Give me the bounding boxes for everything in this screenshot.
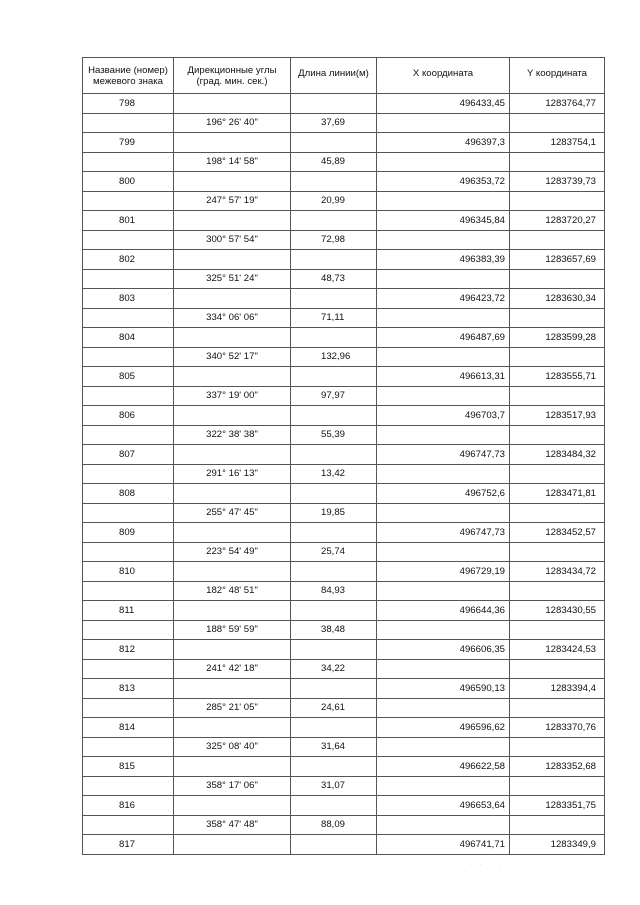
empty-cell bbox=[291, 718, 377, 738]
direction-angle: 255° 47' 45" bbox=[174, 503, 291, 523]
direction-angle: 340° 52' 17" bbox=[174, 347, 291, 367]
empty-cell bbox=[174, 718, 291, 738]
empty-cell bbox=[83, 620, 174, 640]
line-length: 34,22 bbox=[291, 659, 377, 679]
empty-cell bbox=[510, 113, 605, 133]
point-name: 801 bbox=[83, 211, 174, 231]
empty-cell bbox=[510, 659, 605, 679]
y-coordinate: 1283720,27 bbox=[510, 211, 605, 231]
segment-row bbox=[83, 113, 605, 133]
empty-cell bbox=[83, 425, 174, 445]
empty-cell bbox=[377, 503, 510, 523]
segment-row bbox=[83, 386, 605, 406]
empty-cell bbox=[291, 796, 377, 816]
empty-cell bbox=[174, 367, 291, 387]
x-coordinate: 496590,13 bbox=[377, 679, 510, 699]
empty-cell bbox=[377, 659, 510, 679]
empty-cell bbox=[291, 367, 377, 387]
empty-cell bbox=[174, 757, 291, 777]
line-length: 71,11 bbox=[291, 308, 377, 328]
empty-cell bbox=[174, 211, 291, 231]
segment-row bbox=[83, 737, 605, 757]
point-name: 808 bbox=[83, 484, 174, 504]
empty-cell bbox=[83, 113, 174, 133]
empty-cell bbox=[377, 698, 510, 718]
point-row bbox=[83, 172, 605, 192]
empty-cell bbox=[174, 406, 291, 426]
empty-cell bbox=[291, 211, 377, 231]
x-coordinate: 496653,64 bbox=[377, 796, 510, 816]
empty-cell bbox=[377, 308, 510, 328]
point-name: 814 bbox=[83, 718, 174, 738]
empty-cell bbox=[291, 562, 377, 582]
empty-cell bbox=[510, 503, 605, 523]
empty-cell bbox=[377, 269, 510, 289]
empty-cell bbox=[83, 464, 174, 484]
point-row bbox=[83, 94, 605, 114]
x-coordinate: 496596,62 bbox=[377, 718, 510, 738]
line-length: 97,97 bbox=[291, 386, 377, 406]
empty-cell bbox=[174, 523, 291, 543]
empty-cell bbox=[174, 94, 291, 114]
empty-cell bbox=[291, 601, 377, 621]
direction-angle: 337° 19' 00" bbox=[174, 386, 291, 406]
y-coordinate: 1283351,75 bbox=[510, 796, 605, 816]
point-name: 799 bbox=[83, 133, 174, 153]
direction-angle: 325° 51' 24" bbox=[174, 269, 291, 289]
point-name: 802 bbox=[83, 250, 174, 270]
empty-cell bbox=[377, 815, 510, 835]
point-row bbox=[83, 250, 605, 270]
direction-angle: 334° 06' 06" bbox=[174, 308, 291, 328]
direction-angle: 182° 48' 51" bbox=[174, 581, 291, 601]
line-length: 31,64 bbox=[291, 737, 377, 757]
x-coordinate: 496747,73 bbox=[377, 445, 510, 465]
empty-cell bbox=[174, 133, 291, 153]
empty-cell bbox=[510, 776, 605, 796]
empty-cell bbox=[377, 113, 510, 133]
empty-cell bbox=[510, 815, 605, 835]
empty-cell bbox=[83, 659, 174, 679]
point-row bbox=[83, 445, 605, 465]
y-coordinate: 1283471,81 bbox=[510, 484, 605, 504]
empty-cell bbox=[291, 94, 377, 114]
point-name: 811 bbox=[83, 601, 174, 621]
point-row bbox=[83, 679, 605, 699]
point-row bbox=[83, 757, 605, 777]
y-coordinate: 1283424,53 bbox=[510, 640, 605, 660]
point-name: 812 bbox=[83, 640, 174, 660]
empty-cell bbox=[291, 640, 377, 660]
point-name: 805 bbox=[83, 367, 174, 387]
empty-cell bbox=[377, 191, 510, 211]
y-coordinate: 1283739,73 bbox=[510, 172, 605, 192]
segment-row bbox=[83, 308, 605, 328]
segment-row bbox=[83, 698, 605, 718]
empty-cell bbox=[510, 698, 605, 718]
empty-cell bbox=[510, 542, 605, 562]
line-length: 38,48 bbox=[291, 620, 377, 640]
segment-row bbox=[83, 191, 605, 211]
line-length: 20,99 bbox=[291, 191, 377, 211]
empty-cell bbox=[174, 250, 291, 270]
empty-cell bbox=[174, 289, 291, 309]
line-length: 84,93 bbox=[291, 581, 377, 601]
direction-angle: 188° 59' 59" bbox=[174, 620, 291, 640]
line-length: 37,69 bbox=[291, 113, 377, 133]
direction-angle: 358° 47' 48" bbox=[174, 815, 291, 835]
line-length: 25,74 bbox=[291, 542, 377, 562]
x-coordinate: 496397,3 bbox=[377, 133, 510, 153]
point-row bbox=[83, 562, 605, 582]
x-coordinate: 496703,7 bbox=[377, 406, 510, 426]
line-length: 132,96 bbox=[291, 347, 377, 367]
y-coordinate: 1283754,1 bbox=[510, 133, 605, 153]
empty-cell bbox=[291, 523, 377, 543]
empty-cell bbox=[174, 835, 291, 855]
segment-row bbox=[83, 581, 605, 601]
empty-cell bbox=[83, 191, 174, 211]
x-coordinate: 496353,72 bbox=[377, 172, 510, 192]
y-coordinate: 1283434,72 bbox=[510, 562, 605, 582]
empty-cell bbox=[291, 757, 377, 777]
empty-cell bbox=[174, 172, 291, 192]
header-row bbox=[83, 58, 605, 94]
segment-row bbox=[83, 542, 605, 562]
segment-row bbox=[83, 464, 605, 484]
point-name: 810 bbox=[83, 562, 174, 582]
empty-cell bbox=[510, 425, 605, 445]
direction-angle: 196° 26' 40" bbox=[174, 113, 291, 133]
empty-cell bbox=[377, 620, 510, 640]
empty-cell bbox=[510, 581, 605, 601]
direction-angle: 325° 08' 40" bbox=[174, 737, 291, 757]
x-coordinate: 496752,6 bbox=[377, 484, 510, 504]
empty-cell bbox=[291, 406, 377, 426]
empty-cell bbox=[291, 445, 377, 465]
empty-cell bbox=[510, 464, 605, 484]
empty-cell bbox=[291, 328, 377, 348]
empty-cell bbox=[83, 386, 174, 406]
y-coordinate: 1283555,71 bbox=[510, 367, 605, 387]
point-row bbox=[83, 367, 605, 387]
y-coordinate: 1283349,9 bbox=[510, 835, 605, 855]
point-name: 800 bbox=[83, 172, 174, 192]
direction-angle: 358° 17' 06" bbox=[174, 776, 291, 796]
point-name: 815 bbox=[83, 757, 174, 777]
line-length: 24,61 bbox=[291, 698, 377, 718]
empty-cell bbox=[83, 308, 174, 328]
empty-cell bbox=[83, 542, 174, 562]
y-coordinate: 1283352,68 bbox=[510, 757, 605, 777]
point-name: 816 bbox=[83, 796, 174, 816]
empty-cell bbox=[174, 484, 291, 504]
x-coordinate: 496606,35 bbox=[377, 640, 510, 660]
x-coordinate: 496423,72 bbox=[377, 289, 510, 309]
point-name: 804 bbox=[83, 328, 174, 348]
line-length: 19,85 bbox=[291, 503, 377, 523]
empty-cell bbox=[377, 425, 510, 445]
empty-cell bbox=[83, 698, 174, 718]
point-name: 809 bbox=[83, 523, 174, 543]
y-coordinate: 1283430,55 bbox=[510, 601, 605, 621]
x-coordinate: 496741,71 bbox=[377, 835, 510, 855]
x-coordinate: 496729,19 bbox=[377, 562, 510, 582]
empty-cell bbox=[83, 776, 174, 796]
y-coordinate: 1283657,69 bbox=[510, 250, 605, 270]
point-name: 798 bbox=[83, 94, 174, 114]
point-row bbox=[83, 601, 605, 621]
empty-cell bbox=[510, 620, 605, 640]
segment-row bbox=[83, 776, 605, 796]
point-row bbox=[83, 484, 605, 504]
point-name: 813 bbox=[83, 679, 174, 699]
y-coordinate: 1283630,34 bbox=[510, 289, 605, 309]
empty-cell bbox=[510, 230, 605, 250]
empty-cell bbox=[174, 445, 291, 465]
x-coordinate: 496487,69 bbox=[377, 328, 510, 348]
segment-row bbox=[83, 620, 605, 640]
empty-cell bbox=[377, 581, 510, 601]
empty-cell bbox=[377, 737, 510, 757]
point-row bbox=[83, 640, 605, 660]
segment-row bbox=[83, 269, 605, 289]
empty-cell bbox=[377, 386, 510, 406]
empty-cell bbox=[291, 289, 377, 309]
point-row bbox=[83, 289, 605, 309]
point-name: 806 bbox=[83, 406, 174, 426]
empty-cell bbox=[83, 503, 174, 523]
header-y: Y координата bbox=[510, 58, 605, 94]
direction-angle: 241° 42' 18" bbox=[174, 659, 291, 679]
empty-cell bbox=[377, 464, 510, 484]
header-length: Длина линии(м) bbox=[291, 58, 377, 94]
empty-cell bbox=[83, 815, 174, 835]
empty-cell bbox=[174, 562, 291, 582]
empty-cell bbox=[174, 640, 291, 660]
empty-cell bbox=[510, 308, 605, 328]
direction-angle: 198° 14' 58" bbox=[174, 152, 291, 172]
y-coordinate: 1283370,76 bbox=[510, 718, 605, 738]
x-coordinate: 496613,31 bbox=[377, 367, 510, 387]
x-coordinate: 496644,36 bbox=[377, 601, 510, 621]
empty-cell bbox=[83, 737, 174, 757]
line-length: 48,73 bbox=[291, 269, 377, 289]
y-coordinate: 1283599,28 bbox=[510, 328, 605, 348]
point-row bbox=[83, 406, 605, 426]
empty-cell bbox=[83, 347, 174, 367]
point-row bbox=[83, 211, 605, 231]
empty-cell bbox=[83, 152, 174, 172]
header-angles: Дирекционные углы (град. мин. сек.) bbox=[174, 58, 291, 94]
direction-angle: 247° 57' 19" bbox=[174, 191, 291, 211]
scan-artifact: · · · · · bbox=[470, 862, 514, 868]
empty-cell bbox=[291, 679, 377, 699]
empty-cell bbox=[510, 152, 605, 172]
x-coordinate: 496383,39 bbox=[377, 250, 510, 270]
empty-cell bbox=[510, 386, 605, 406]
empty-cell bbox=[377, 542, 510, 562]
empty-cell bbox=[174, 328, 291, 348]
segment-row bbox=[83, 425, 605, 445]
empty-cell bbox=[291, 172, 377, 192]
x-coordinate: 496622,58 bbox=[377, 757, 510, 777]
empty-cell bbox=[174, 679, 291, 699]
empty-cell bbox=[291, 133, 377, 153]
empty-cell bbox=[83, 269, 174, 289]
segment-row bbox=[83, 815, 605, 835]
x-coordinate: 496747,73 bbox=[377, 523, 510, 543]
direction-angle: 300° 57' 54" bbox=[174, 230, 291, 250]
point-row bbox=[83, 328, 605, 348]
empty-cell bbox=[510, 347, 605, 367]
line-length: 31,07 bbox=[291, 776, 377, 796]
y-coordinate: 1283764,77 bbox=[510, 94, 605, 114]
point-row bbox=[83, 718, 605, 738]
coordinates-table bbox=[82, 57, 605, 855]
y-coordinate: 1283394,4 bbox=[510, 679, 605, 699]
direction-angle: 322° 38' 38" bbox=[174, 425, 291, 445]
line-length: 45,89 bbox=[291, 152, 377, 172]
empty-cell bbox=[291, 835, 377, 855]
point-row bbox=[83, 523, 605, 543]
point-row bbox=[83, 796, 605, 816]
point-name: 817 bbox=[83, 835, 174, 855]
x-coordinate: 496345,84 bbox=[377, 211, 510, 231]
empty-cell bbox=[510, 191, 605, 211]
empty-cell bbox=[377, 347, 510, 367]
y-coordinate: 1283484,32 bbox=[510, 445, 605, 465]
empty-cell bbox=[377, 152, 510, 172]
direction-angle: 285° 21' 05" bbox=[174, 698, 291, 718]
line-length: 55,39 bbox=[291, 425, 377, 445]
header-x: X координата bbox=[377, 58, 510, 94]
point-row bbox=[83, 835, 605, 855]
header-name: Название (номер) межевого знака bbox=[83, 58, 174, 94]
empty-cell bbox=[291, 250, 377, 270]
y-coordinate: 1283517,93 bbox=[510, 406, 605, 426]
segment-row bbox=[83, 230, 605, 250]
direction-angle: 223° 54' 49" bbox=[174, 542, 291, 562]
x-coordinate: 496433,45 bbox=[377, 94, 510, 114]
segment-row bbox=[83, 347, 605, 367]
direction-angle: 291° 16' 13" bbox=[174, 464, 291, 484]
empty-cell bbox=[83, 230, 174, 250]
line-length: 72,98 bbox=[291, 230, 377, 250]
empty-cell bbox=[377, 230, 510, 250]
line-length: 88,09 bbox=[291, 815, 377, 835]
empty-cell bbox=[510, 269, 605, 289]
empty-cell bbox=[377, 776, 510, 796]
empty-cell bbox=[174, 796, 291, 816]
point-row bbox=[83, 133, 605, 153]
segment-row bbox=[83, 503, 605, 523]
segment-row bbox=[83, 152, 605, 172]
point-name: 807 bbox=[83, 445, 174, 465]
segment-row bbox=[83, 659, 605, 679]
line-length: 13,42 bbox=[291, 464, 377, 484]
empty-cell bbox=[174, 601, 291, 621]
empty-cell bbox=[510, 737, 605, 757]
empty-cell bbox=[83, 581, 174, 601]
point-name: 803 bbox=[83, 289, 174, 309]
y-coordinate: 1283452,57 bbox=[510, 523, 605, 543]
empty-cell bbox=[291, 484, 377, 504]
